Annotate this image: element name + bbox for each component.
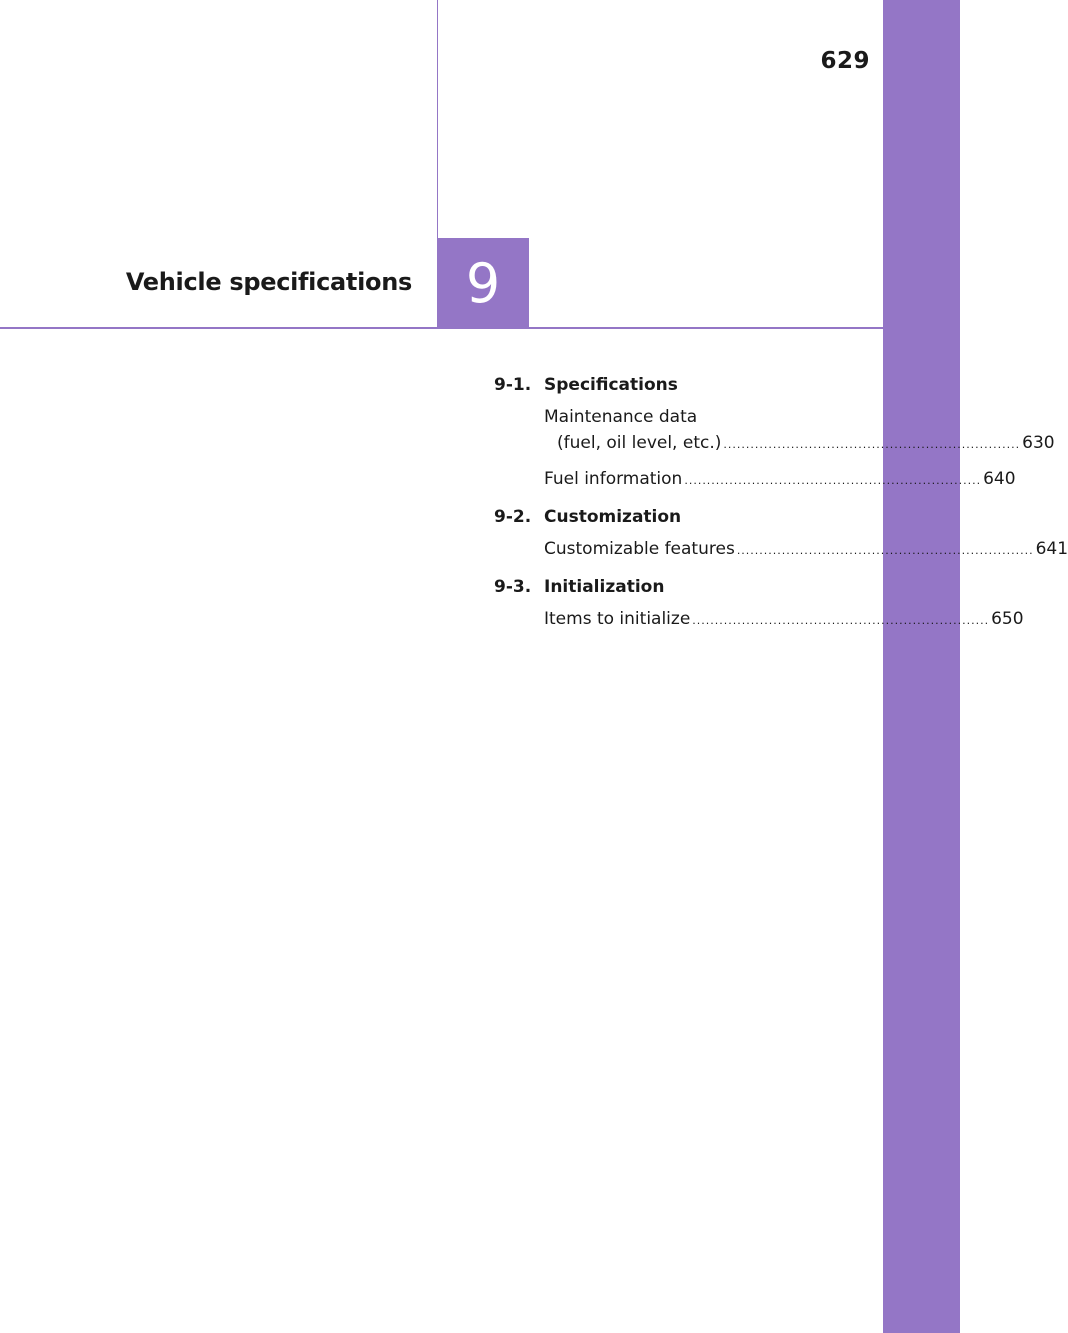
section-number: 9-3.: [494, 577, 532, 597]
toc-leader-dots: ..................................................................: [736, 544, 1034, 557]
toc-entry[interactable]: [544, 606, 1024, 634]
section-title: Customization: [544, 507, 682, 527]
toc-leader-dots: ..................................................................: [684, 474, 982, 487]
toc-entry[interactable]: [544, 466, 1016, 494]
toc-leader-dots: ..................................................................: [723, 438, 1021, 451]
chapter-title: Vehicle specifications: [125, 268, 412, 296]
toc-entry-label: Fuel information: [544, 469, 683, 489]
toc-entry-page: 630: [1022, 433, 1055, 453]
toc-entry[interactable]: [544, 536, 1068, 564]
toc-section: [494, 574, 1024, 634]
page-number: 629: [820, 48, 870, 74]
toc-section-heading[interactable]: [494, 574, 824, 600]
toc-entry-label: (fuel, oil level, etc.): [557, 433, 722, 453]
chapter-number-badge: [437, 238, 529, 329]
section-number: 9-1.: [494, 375, 532, 395]
toc-section-heading[interactable]: [494, 504, 824, 530]
toc-entry-label: Items to initialize: [544, 609, 691, 629]
toc-entry-page: 650: [991, 609, 1024, 629]
chapter-side-tab: [883, 0, 960, 1333]
section-number: 9-2.: [494, 507, 532, 527]
toc-leader-dots: ..................................................................: [692, 614, 990, 627]
section-title: Initialization: [544, 577, 665, 597]
chapter-number: 9: [465, 251, 501, 315]
toc-section: [494, 372, 1055, 494]
toc-entry[interactable]: [544, 404, 1055, 458]
toc-entry-page: 641: [1035, 539, 1068, 559]
section-title: Specifications: [544, 375, 678, 395]
toc-section-heading[interactable]: [494, 372, 824, 398]
table-of-contents: [494, 372, 1068, 644]
toc-entry-label: Customizable features: [544, 539, 735, 559]
toc-section: [494, 504, 1068, 564]
toc-entry-page: 640: [983, 469, 1016, 489]
toc-entry-label-line1: Maintenance data: [544, 407, 698, 427]
